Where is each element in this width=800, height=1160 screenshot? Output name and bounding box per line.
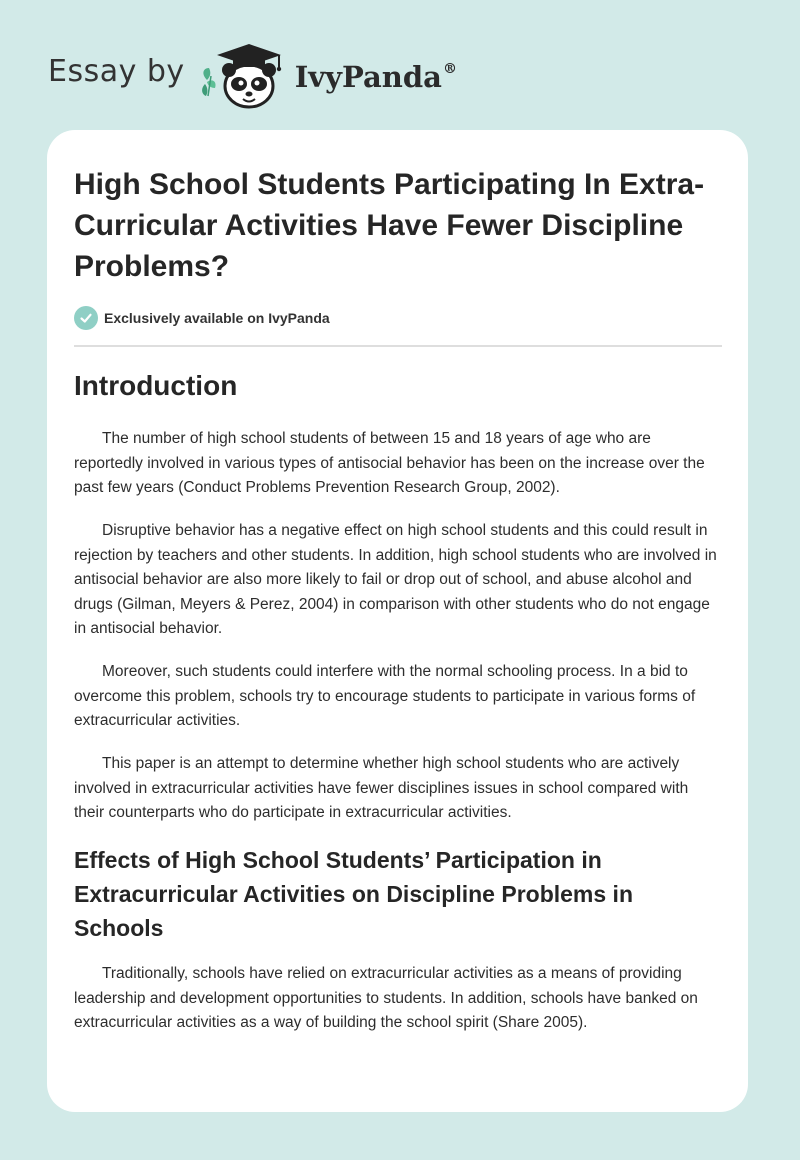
intro-paragraph-1: The number of high school students of between 15 and 18 years of age who are reportedly involved in various types of antisocial behavior has been on the increase over the past few years (Conduct Problems Prevention Research Group, 2002). [74,430,705,496]
effects-paragraph-1: Traditionally, schools have relied on extracurricular activities as a means of providing leadership and development opportunities to students. In addition, schools have banked on extracurricular activities as a way of building the school spirit (Share 2005). [74,965,698,1031]
divider [74,345,722,347]
intro-paragraph-4: This paper is an attempt to determine whether high school students who are actively involved in extracurricular activities have fewer disciplines issues in school compared with their counterparts who do participate in extracurricular activities. [74,755,689,821]
panda-graduate-icon[interactable] [199,38,291,110]
essay-title: High School Students Participating In Extra-Curricular Activities Have Fewer Discipline Problems? [74,168,705,283]
brand-name[interactable] [295,60,457,94]
site-header [48,38,457,110]
essay-by-label: Essay by [48,53,185,89]
intro-heading: Introduction [74,370,238,401]
intro-paragraph-2: Disruptive behavior has a negative effect on high school students and this could result in rejection by teachers and other students. In addition, high school students who are involved in antisocial behavior are also more likely to fail or drop out of school, and abuse alcohol and drugs (Gilman, Meyers & Perez, 2004) in comparison with other students who do not engage in antisocial behavior. [74,522,717,637]
exclusive-badge [74,306,330,330]
essay-card [47,130,748,1112]
brand-text: IvyPanda [294,60,442,94]
exclusive-badge-text: Exclusively available on IvyPanda [104,310,330,326]
effects-heading: Effects of High School Students’ Participation in Extracurricular Activities on Discipline Problems in Schools [74,847,633,941]
intro-paragraph-3: Moreover, such students could interfere with the normal schooling process. In a bid to overcome this problem, schools try to encourage students to participate in various forms of extracurricular activities. [74,663,696,729]
check-circle-icon [74,306,98,330]
registered-mark: ® [442,61,457,77]
